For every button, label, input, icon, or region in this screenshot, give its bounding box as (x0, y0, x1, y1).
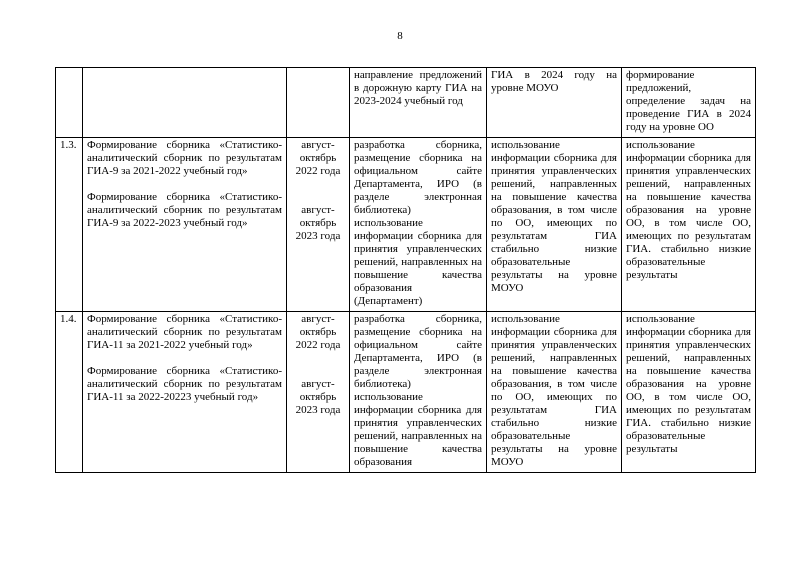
cell-department-actions: направление предложений в дорожную карту ГИА на 2023-2024 учебный год (350, 68, 487, 138)
cell-department-actions: разработка сборника, размещение сборника на официальном сайте Департамента, ИРО (в разделе электронная библиотека) использование информации сборника для принятия управленческих решений, направленных на повышение качества образования (350, 312, 487, 473)
cell-activity-empty (83, 68, 287, 138)
date-entry: август-октябрь 2022 года (295, 313, 341, 351)
cell-number: 1.3. (56, 138, 83, 312)
page-number: 8 (397, 30, 403, 42)
cell-activity (83, 138, 287, 312)
table-row-1-4 (56, 312, 756, 473)
activity-paragraph: Формирование сборника «Статистико-аналитический сборник по результатам ГИА-9 за 2021-2022 учебный год» (87, 139, 282, 177)
date-entry: август-октябрь 2022 года (295, 139, 341, 177)
cell-mouo-actions: ГИА в 2024 году на уровне МОУО (487, 68, 622, 138)
cell-oo-actions: формирование предложений, определение задач на проведение ГИА в 2024 году на уровне ОО (622, 68, 756, 138)
activity-paragraph: Формирование сборника «Статистико-аналитический сборник по результатам ГИА-11 за 2022-20223 учебный год» (87, 365, 282, 403)
cell-mouo-actions: использование информации сборника для принятия управленческих решений, направленных на повышение качества образования, в том числе по ОО, имеющих по результатам ГИА стабильно низкие образовательные результаты на уровне МОУО (487, 312, 622, 473)
date-entry: август-октябрь 2023 года (295, 204, 341, 242)
cell-mouo-actions: использование информации сборника для принятия управленческих решений, направленных на повышение качества образования, в том числе по ОО, имеющих по результатам ГИА стабильно низкие образовательные результаты на уровне МОУО (487, 138, 622, 312)
table-row-1-3 (56, 138, 756, 312)
activity-paragraph: Формирование сборника «Статистико-аналитический сборник по результатам ГИА-9 за 2022-2023 учебный год» (87, 191, 282, 229)
date-entry: август-октябрь 2023 года (295, 378, 341, 416)
table-row-continuation (56, 68, 756, 138)
activities-table (55, 67, 756, 473)
cell-dates (287, 138, 350, 312)
cell-number-empty (56, 68, 83, 138)
activity-paragraph: Формирование сборника «Статистико-аналитический сборник по результатам ГИА-11 за 2021-2022 учебный год» (87, 313, 282, 351)
cell-dates-empty (287, 68, 350, 138)
cell-dates (287, 312, 350, 473)
cell-department-actions: разработка сборника, размещение сборника на официальном сайте Департамента, ИРО (в разделе электронная библиотека) использование информации сборника для принятия управленческих решений, направленных на повышение качества образования (Департамент) (350, 138, 487, 312)
cell-activity (83, 312, 287, 473)
cell-number: 1.4. (56, 312, 83, 473)
cell-oo-actions: использование информации сборника для принятия управленческих решений, направленных на повышение качества образования на уровне ОО, в том числе ОО, имеющих по результатам ГИА. стабильно низкие образовательные результаты (622, 138, 756, 312)
cell-oo-actions: использование информации сборника для принятия управленческих решений, направленных на повышение качества образования на уровне ОО, в том числе ОО, имеющих по результатам ГИА. стабильно низкие образовательные результаты (622, 312, 756, 473)
